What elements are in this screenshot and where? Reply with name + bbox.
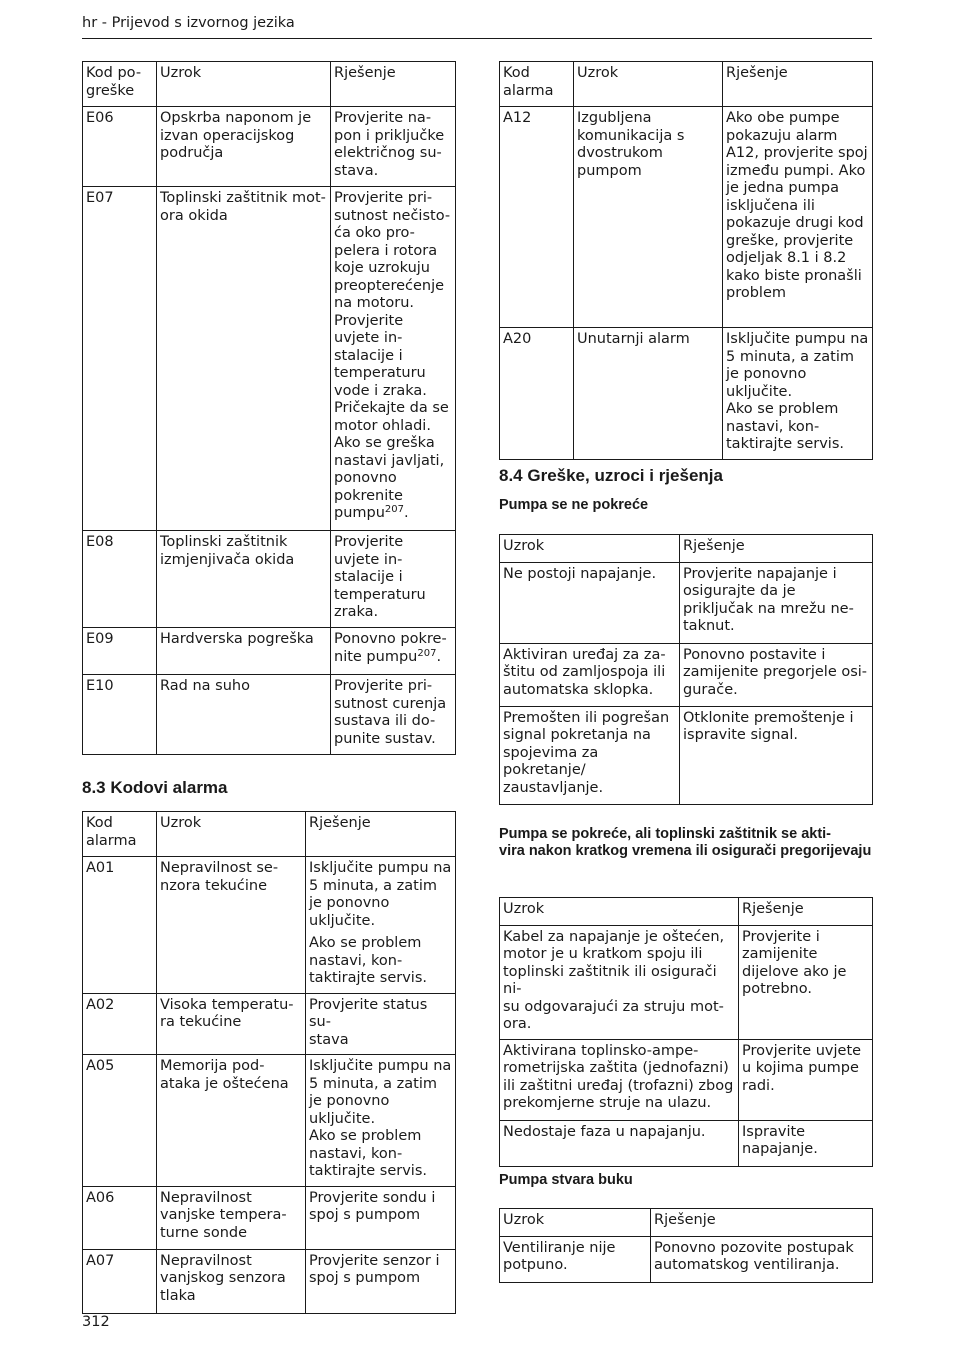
column-header-solution: Rješenje: [739, 898, 873, 926]
table-header-row: [500, 62, 873, 107]
alarm-cause: Nepravilnost vanjskog senzora tlaka: [157, 1249, 306, 1313]
column-header-cause: Uzrok: [500, 1209, 651, 1237]
alarm-solution: Provjerite senzor i spoj s pumpom: [306, 1249, 456, 1313]
table-row: [500, 706, 873, 804]
column-header-cause: Uzrok: [157, 812, 306, 857]
column-header-solution: Rješenje: [331, 62, 456, 107]
table-row: [83, 993, 456, 1055]
table-header-row: [83, 812, 456, 857]
fault-cause: Premošten ili pogrešan signal pokretanja na spojevima za pokretanje/ zaustavljanje.: [500, 706, 680, 804]
table-row: [83, 1249, 456, 1313]
faults-table-thermal-protector: [499, 897, 873, 1167]
table-row: [83, 857, 456, 994]
error-cause: Rad na suho: [157, 675, 331, 755]
subheading-pump-not-starting: Pumpa se ne pokreće: [499, 497, 649, 513]
table-header-row: [500, 898, 873, 926]
table-row: [500, 925, 873, 1039]
alarm-codes-table: [82, 811, 456, 1314]
alarm-solution: Isključite pumpu na 5 minuta, a zatim je ponovno uključite.: [309, 860, 452, 929]
alarm-solution-cell: [306, 857, 456, 994]
error-code: E06: [83, 107, 157, 187]
fault-cause: Ventiliranje nije potpuno.: [500, 1236, 651, 1282]
column-header-cause: Uzrok: [500, 535, 680, 563]
header-divider: [82, 38, 872, 39]
alarm-code: A06: [83, 1186, 157, 1249]
alarm-code: A01: [83, 857, 157, 994]
table-row: [83, 107, 456, 187]
punctuation: .: [404, 505, 409, 521]
column-header-solution: Rješenje: [651, 1209, 873, 1237]
fault-cause: Nedostaje faza u napajanju.: [500, 1120, 739, 1166]
error-cause: Toplinski zaštitnik mot- ora okida: [157, 187, 331, 531]
table-row: [83, 531, 456, 628]
section-title-alarm-codes: 8.3 Kodovi alarma: [82, 778, 228, 797]
alarm-cause: Nepravilnost vanjske tempera- turne sonde: [157, 1186, 306, 1249]
alarm-code: A12: [500, 107, 574, 328]
table-row: [500, 328, 873, 460]
alarm-solution: Provjerite sondu i spoj s pumpom: [306, 1186, 456, 1249]
error-solution-cell: [331, 187, 456, 531]
alarm-code: A20: [500, 328, 574, 460]
alarm-solution: Ako obe pumpe pokazuju alarm A12, provjerite spoj između pumpi. Ako je jedna pumpa isključena ili pokazuje drugi kod greške, provjerite odjeljak 8.1 i 8.2 kako biste pronašli problem: [723, 107, 873, 328]
fault-solution: Provjerite uvjete u kojima pumpe radi.: [739, 1039, 873, 1120]
column-header-cause: Uzrok: [574, 62, 723, 107]
fault-solution: Ispravite napajanje.: [739, 1120, 873, 1166]
fault-cause: Ne postoji napajanje.: [500, 562, 680, 643]
alarm-cause: Unutarnji alarm: [574, 328, 723, 460]
column-header-cause: Uzrok: [500, 898, 739, 926]
fault-solution: Provjerite napajanje i osigurajte da je priključak na mrežu ne- taknut.: [680, 562, 873, 643]
fault-cause: Aktivirana toplinsko-ampe- rometrijska zaštita (jednofazni) ili zaštitni uređaj (trofazni) zbog prekomjerne struje na ulazu.: [500, 1039, 739, 1120]
footnote-ref: 207: [417, 647, 437, 659]
faults-table-not-starting: [499, 534, 873, 805]
table-row: [500, 643, 873, 706]
alarm-solution-note: Ako se problem nastavi, kon- taktirajte servis.: [309, 935, 427, 986]
table-row: [500, 107, 873, 328]
punctuation: .: [436, 648, 442, 665]
table-row: [500, 1120, 873, 1166]
subheading-pump-noise: Pumpa stvara buku: [499, 1172, 633, 1188]
table-row: [83, 187, 456, 531]
fault-cause: Kabel za napajanje je oštećen, motor je u kratkom spoju ili toplinski zaštitnik ili osigurači ni- su odgovarajući za struju mot- ora.: [500, 925, 739, 1039]
error-solution: Provjerite na- pon i priključke električnog su- stava.: [331, 107, 456, 187]
section-title-faults: 8.4 Greške, uzroci i rješenja: [499, 466, 723, 485]
column-header-solution: Rješenje: [723, 62, 873, 107]
column-header-code: Kod po- greške: [83, 62, 157, 107]
error-cause: Opskrba naponom je izvan operacijskog područja: [157, 107, 331, 187]
error-solution: Provjerite uvjete in- stalacije i temperaturu zraka.: [331, 531, 456, 628]
column-header-solution: Rješenje: [306, 812, 456, 857]
column-header-code: Kod alarma: [83, 812, 157, 857]
table-row: [500, 1236, 873, 1282]
fault-solution: Provjerite i zamijenite dijelove ako je potrebno.: [739, 925, 873, 1039]
error-solution: Provjerite pri- sutnost curenja sustava ili do- punite sustav.: [331, 675, 456, 755]
table-row: [83, 1186, 456, 1249]
fault-solution: Ponovno pozovite postupak automatskog ventiliranja.: [651, 1236, 873, 1282]
column-header-cause: Uzrok: [157, 62, 331, 107]
alarm-cause: Visoka temperatu- ra tekućine: [157, 993, 306, 1055]
alarm-codes-table-continued: [499, 61, 873, 460]
footnote-ref: 207: [384, 504, 405, 515]
fault-solution: Otklonite premoštenje i ispravite signal.: [680, 706, 873, 804]
error-solution-cell: [331, 628, 456, 675]
table-row: [500, 562, 873, 643]
alarm-cause: Izgubljena komunikacija s dvostrukom pumpom: [574, 107, 723, 328]
page-number: 312: [82, 1314, 110, 1330]
error-code: E09: [83, 628, 157, 675]
running-header: hr - Prijevod s izvornog jezika: [82, 15, 295, 31]
table-row: [500, 1039, 873, 1120]
error-solution: Ponovno pokre- nite pumpu: [334, 631, 447, 665]
table-row: [83, 1055, 456, 1187]
faults-table-noise: [499, 1208, 873, 1283]
alarm-code: A05: [83, 1055, 157, 1187]
fault-cause: Aktiviran uređaj za za- štitu od zamljospoja ili automatska sklopka.: [500, 643, 680, 706]
error-cause: Hardverska pogreška: [157, 628, 331, 675]
column-header-solution: Rješenje: [680, 535, 873, 563]
column-header-code: Kod alarma: [500, 62, 574, 107]
table-row: [83, 628, 456, 675]
table-row: [83, 675, 456, 755]
alarm-cause: Memorija pod- ataka je oštećena: [157, 1055, 306, 1187]
table-header-row: [500, 535, 873, 563]
alarm-solution: Isključite pumpu na 5 minuta, a zatim je ponovno uključite. Ako se problem nastavi, kon- taktirajte servis.: [723, 328, 873, 460]
alarm-code: A07: [83, 1249, 157, 1313]
error-codes-table: [82, 61, 456, 755]
subheading-thermal-protector: Pumpa se pokreće, ali toplinski zaštitnik se akti- vira nakon kratkog vremena ili osigurači pregorijevaju: [499, 826, 872, 859]
alarm-code: A02: [83, 993, 157, 1055]
table-header-row: [83, 62, 456, 107]
alarm-solution: Isključite pumpu na 5 minuta, a zatim je ponovno uključite. Ako se problem nastavi, kon- taktirajte servis.: [306, 1055, 456, 1187]
alarm-cause: Nepravilnost se- nzora tekućine: [157, 857, 306, 994]
error-cause: Toplinski zaštitnik izmjenjivača okida: [157, 531, 331, 628]
error-solution: Provjerite pri- sutnost nečisto- ća oko pro- pelera i rotora koje uzrokuju preopterećenje na motoru. Provjerite uvjete in- stalacije i temperaturu vode i zraka. Pričekajte da se motor ohladi. Ako se greška nastavi javljati, ponovno pokrenite pumpu: [334, 190, 451, 521]
fault-solution: Ponovno postavite i zamijenite pregorjele osi- gurače.: [680, 643, 873, 706]
table-header-row: [500, 1209, 873, 1237]
error-code: E07: [83, 187, 157, 531]
error-code: E08: [83, 531, 157, 628]
alarm-solution: Provjerite status su- stava: [306, 993, 456, 1055]
error-code: E10: [83, 675, 157, 755]
